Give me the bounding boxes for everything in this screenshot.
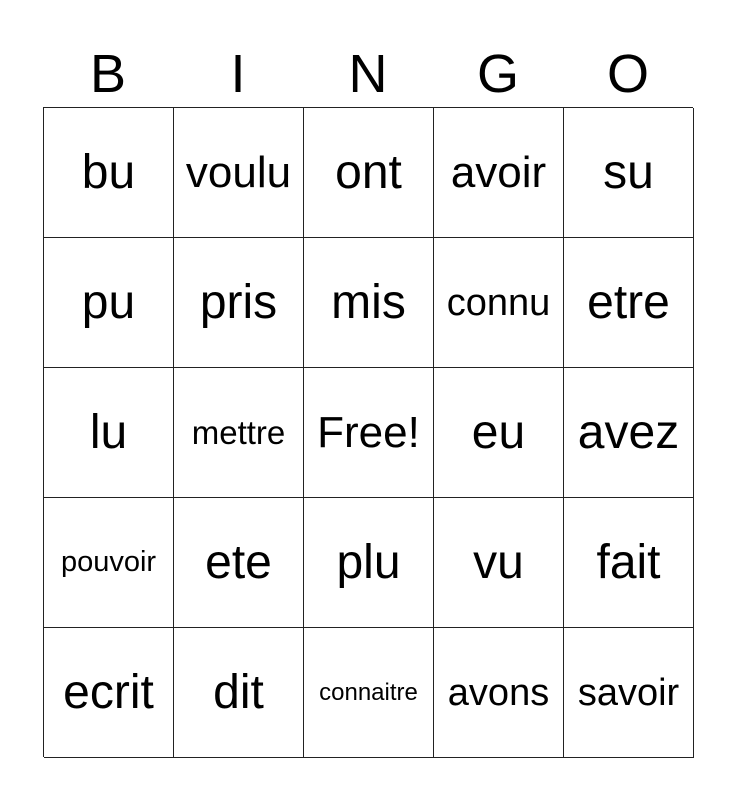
bingo-cell: voulu (174, 108, 304, 238)
bingo-board (43, 107, 693, 757)
bingo-cell: dit (174, 628, 304, 758)
bingo-cell: bu (44, 108, 174, 238)
bingo-cell: ont (304, 108, 434, 238)
bingo-cell: avez (564, 368, 694, 498)
header-letter-g: G (476, 44, 519, 104)
bingo-cell: avons (434, 628, 564, 758)
header-letter-o: O (606, 44, 649, 104)
bingo-cell: connu (434, 238, 564, 368)
bingo-cell: Free! (304, 368, 434, 498)
bingo-cell: fait (564, 498, 694, 628)
bingo-cell: ete (174, 498, 304, 628)
bingo-cell: pris (174, 238, 304, 368)
bingo-cell: pu (44, 238, 174, 368)
bingo-header (43, 40, 693, 108)
bingo-cell: vu (434, 498, 564, 628)
bingo-cell: avoir (434, 108, 564, 238)
bingo-cell: lu (44, 368, 174, 498)
bingo-cell: pouvoir (44, 498, 174, 628)
bingo-cell: mis (304, 238, 434, 368)
bingo-cell: savoir (564, 628, 694, 758)
bingo-cell: plu (304, 498, 434, 628)
header-letter-i: I (230, 44, 246, 104)
header-letter-n: N (348, 44, 388, 104)
bingo-cell: mettre (174, 368, 304, 498)
bingo-cell: etre (564, 238, 694, 368)
header-letter-b: B (89, 44, 127, 104)
bingo-cell: eu (434, 368, 564, 498)
bingo-cell: ecrit (44, 628, 174, 758)
bingo-cell: connaitre (304, 628, 434, 758)
bingo-cell: su (564, 108, 694, 238)
